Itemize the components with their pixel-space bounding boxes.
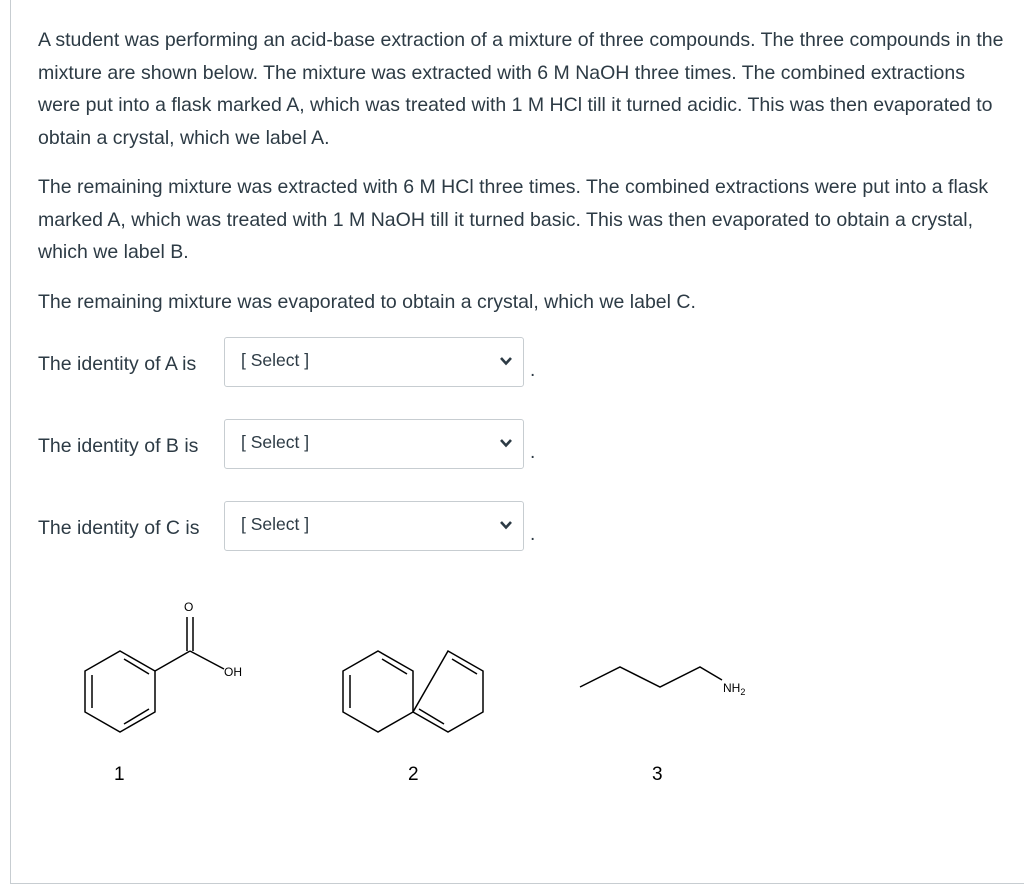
compound-1-structure xyxy=(85,617,224,732)
identity-a-select[interactable] xyxy=(224,337,524,387)
question-paragraph-2: The remaining mixture was extracted with 6 M HCl three times. The combined extractions were put into a flask marked A, which was treated with 1 M NaOH till it turned basic. This was then evaporated to obtain a crystal, which we label B. xyxy=(38,176,989,263)
question-row-c xyxy=(38,502,535,554)
identity-b-period: . xyxy=(530,442,536,463)
chevron-down-icon xyxy=(499,354,513,368)
compound-1-number: 1 xyxy=(114,764,125,785)
compound-3-amine-subscript: 2 xyxy=(740,687,746,697)
chevron-down-icon xyxy=(499,518,513,532)
compound-3-amine-label xyxy=(723,681,745,697)
identity-b-select[interactable] xyxy=(224,419,524,469)
compound-2-number: 2 xyxy=(408,764,419,785)
compound-1-oxygen-atom: O xyxy=(184,600,194,614)
identity-a-label: The identity of A is xyxy=(38,352,197,375)
chevron-down-icon xyxy=(499,436,513,450)
identity-b-label: The identity of B is xyxy=(38,434,199,457)
question-paragraph-1: A student was performing an acid-base extraction of a mixture of three compounds. The three compounds in the mixture are shown below. The mixture was extracted with 6 M NaOH three times. The combined extractions were put into a flask marked A, which was treated with 1 M HCl till it turned acidic. This was then evaporated to obtain a crystal, which we label A. xyxy=(38,29,1004,149)
question-paragraph-3: The remaining mixture was evaporated to obtain a crystal, which we label C. xyxy=(38,291,696,313)
compound-3-structure xyxy=(580,667,722,687)
identity-c-selected-value: [ Select ] xyxy=(241,514,310,534)
identity-c-select[interactable] xyxy=(224,501,524,551)
compound-1-hydroxyl-label: OH xyxy=(224,665,242,679)
identity-b-selected-value: [ Select ] xyxy=(241,432,310,452)
identity-c-label: The identity of C is xyxy=(38,516,200,539)
compound-structures xyxy=(0,590,1024,790)
identity-c-period: . xyxy=(530,524,536,545)
identity-a-period: . xyxy=(530,360,536,381)
question-row-a xyxy=(38,338,535,390)
compound-3-number: 3 xyxy=(652,764,663,785)
identity-a-selected-value: [ Select ] xyxy=(241,350,310,370)
compound-3-amine-main: NH xyxy=(723,681,741,695)
compound-2-structure xyxy=(343,651,483,732)
question-row-b xyxy=(38,420,535,472)
